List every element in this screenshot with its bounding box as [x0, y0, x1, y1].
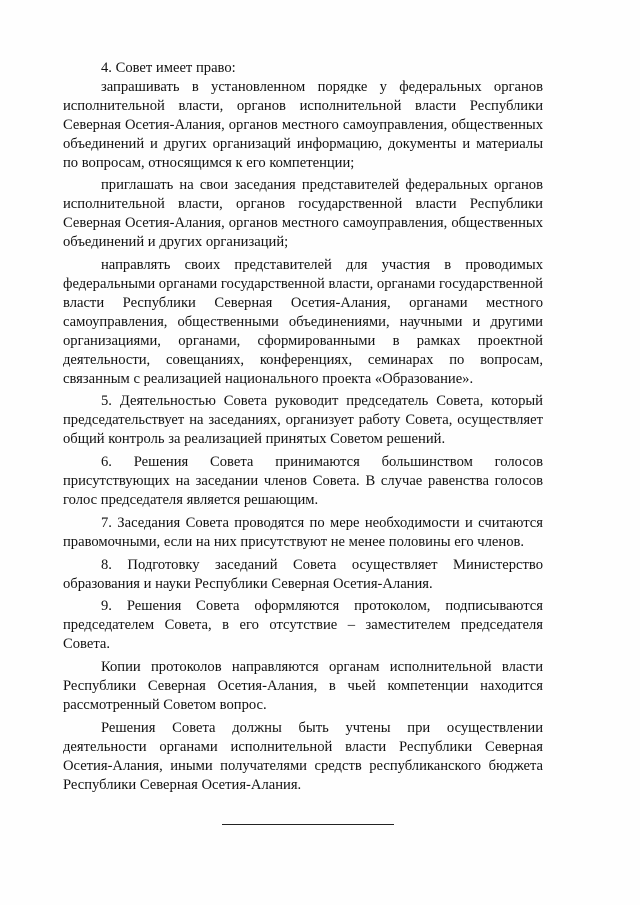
- paragraph-decisions-considered: Решения Совета должны быть учтены при осуществлении деятельности органами исполнительной власти Республики Северная Осетия-Алания, иными получателями средств республиканского бюджета Республики Северная Осетия-Алания.: [63, 719, 543, 793]
- paragraph-protocol-copies: Копии протоколов направляются органам исполнительной власти Республики Северная Осетия-Алания, в чьей компетенции находится рассмотренный Советом вопрос.: [63, 659, 543, 713]
- paragraph-8-preparation: 8. Подготовку заседаний Совета осуществляет Министерство образования и науки Республики Северная Осетия-Алания.: [63, 556, 543, 592]
- document-body: [63, 59, 543, 795]
- paragraph-request-info: запрашивать в установленном порядке у федеральных органов исполнительной власти, органов исполнительной власти Республики Северная Осетия-Алания, органов местного самоуправления, общественных объединений и других организаций информацию, документы и материалы по вопросам, относящимся к его компетенции;: [63, 78, 543, 171]
- paragraph-5-chairman: 5. Деятельностью Совета руководит председатель Совета, который председательствует на заседаниях, организует работу Совета, осуществляет общий контроль за реализацией принятых Советом решений.: [63, 393, 543, 448]
- paragraph-7-meetings: 7. Заседания Совета проводятся по мере необходимости и считаются правомочными, если на них присутствуют не менее половины его членов.: [63, 514, 543, 550]
- paragraph-4-heading: 4. Совет имеет право:: [101, 60, 236, 76]
- paragraph-9-protocol: 9. Решения Совета оформляются протоколом, подписываются председателем Совета, в его отсутствие – заместителем председателя Совета.: [63, 598, 543, 653]
- closing-divider-line: [222, 824, 394, 825]
- paragraph-invite-representatives: приглашать на свои заседания представителей федеральных органов исполнительной власти, органов государственной власти Республики Северная Осетия-Алания, органов местного самоуправления, общественных объединений и других организаций;: [63, 177, 543, 251]
- paragraph-6-decisions: 6. Решения Совета принимаются большинством голосов присутствующих на заседании членов Совета. В случае равенства голосов голос председателя является решающим.: [63, 454, 543, 508]
- paragraph-send-representatives: направлять своих представителей для участия в проводимых федеральными органами государственной власти, органами государственной власти Республики Северная Осетия-Алания, органами местного самоуправления, общественными объединениями, научными и другими организациями, органами, сформированными в рамках проектной деятельности, совещаниях, конференциях, семинарах по вопросам, связанным с реализацией национального проекта «Образование».: [63, 257, 543, 387]
